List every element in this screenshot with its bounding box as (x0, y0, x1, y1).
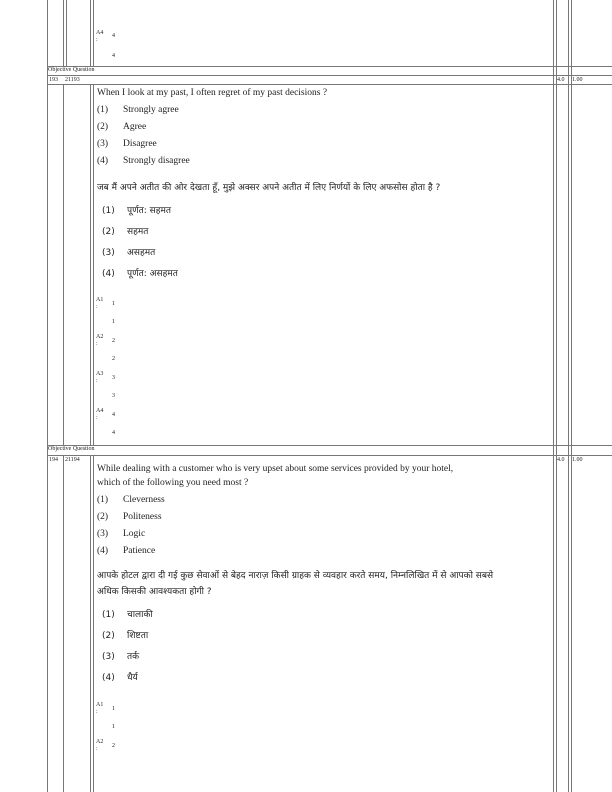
option-en: (2) Politeness (97, 512, 162, 522)
grid-line (47, 66, 612, 67)
question-text-english-line1: While dealing with a customer who is very upset about some services provided by your hotel, (97, 464, 454, 474)
grid-line (556, 0, 557, 792)
answer-value: 4 (112, 412, 115, 418)
serial-number: 193 (49, 77, 58, 83)
question-text-hindi-line1: आपके होटल द्वारा दी गई कुछ सेवाओं से बेहद नाराज़ किसी ग्राहक से व्यवहार करते समय, निम्नलिखित में से आपको सबसे (97, 571, 494, 581)
marks: 4.0 (557, 457, 565, 463)
grid-line (553, 0, 554, 792)
section-label: Objective Question (48, 446, 95, 452)
option-en: (2) Agree (97, 122, 147, 132)
answer-value: 3 (112, 393, 115, 399)
serial-number: 194 (49, 457, 58, 463)
grid-line (93, 455, 94, 792)
answer-value: 2 (112, 356, 115, 362)
negative-marks: 1.00 (572, 77, 583, 83)
option-hi: (1) चालाकी (102, 610, 153, 620)
section-label: Objective Question (48, 67, 95, 73)
answer-label: A1 : (96, 297, 104, 310)
grid-line (93, 0, 94, 66)
option-hi: (2) शिष्टता (102, 631, 149, 641)
option-en: (1) Strongly agree (97, 105, 179, 115)
grid-line (90, 455, 91, 792)
grid-line (47, 445, 612, 446)
grid-line (63, 455, 64, 792)
option-hi: (2) सहमत (102, 227, 149, 237)
grid-line (568, 0, 569, 792)
answer-label: A3 : (96, 371, 104, 384)
answer-value: 3 (112, 375, 115, 381)
question-text-english: When I look at my past, I often regret of my past decisions ? (97, 88, 328, 98)
answer-label: A4 : (96, 30, 104, 43)
answer-value: 4 (112, 33, 115, 39)
question-id: 21194 (65, 457, 80, 463)
grid-line (90, 0, 91, 66)
answer-value: 2 (112, 338, 115, 344)
answer-label: A1 : (96, 702, 104, 715)
grid-line (47, 75, 612, 76)
option-en: (3) Disagree (97, 139, 157, 149)
grid-line (63, 0, 64, 66)
option-en: (1) Cleverness (97, 495, 165, 505)
answer-value: 1 (112, 706, 115, 712)
option-en: (3) Logic (97, 529, 146, 539)
grid-line (93, 84, 94, 445)
answer-value: 1 (112, 319, 115, 325)
negative-marks: 1.00 (572, 457, 583, 463)
answer-label: A2 : (96, 739, 104, 752)
option-hi: (3) तर्क (102, 652, 140, 662)
question-text-hindi-line2: अधिक किसकी आवश्यकता होगी ? (97, 587, 212, 597)
grid-line (90, 84, 91, 445)
grid-line (47, 84, 612, 85)
grid-line (47, 455, 612, 456)
option-hi: (4) पूर्णत: असहमत (102, 269, 178, 279)
option-hi: (1) पूर्णत: सहमत (102, 206, 172, 216)
question-id: 21193 (65, 77, 80, 83)
option-hi: (4) धैर्य (102, 673, 138, 683)
question-text-english-line2: which of the following you need most ? (97, 478, 249, 488)
grid-line (571, 0, 572, 792)
question-text-hindi: जब मैं अपने अतीत की ओर देखता हूँ, मुझे अक्सर अपने अतीत में लिए निर्णयों के लिए अफसोस होता है ? (97, 183, 441, 193)
option-en: (4) Strongly disagree (97, 156, 190, 166)
answer-value: 2 (112, 743, 115, 749)
option-en: (4) Patience (97, 546, 156, 556)
marks: 4.0 (557, 77, 565, 83)
grid-line (47, 0, 48, 792)
answer-value: 4 (112, 53, 115, 59)
grid-line (63, 84, 64, 445)
answer-label: A2 : (96, 334, 104, 347)
grid-line (66, 0, 67, 66)
answer-value: 1 (112, 301, 115, 307)
answer-label: A4 : (96, 408, 104, 421)
answer-value: 4 (112, 430, 115, 436)
answer-value: 1 (112, 724, 115, 730)
option-hi: (3) असहमत (102, 248, 156, 258)
